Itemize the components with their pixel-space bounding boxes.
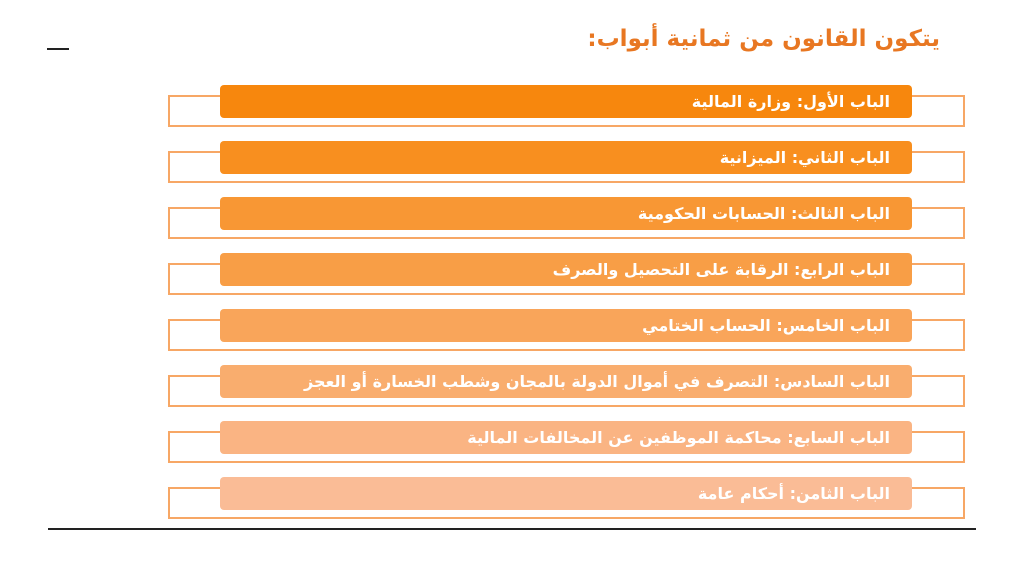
chapter-bar: الباب الأول: وزارة المالية [220, 85, 912, 118]
chapter-bar: الباب الرابع: الرقابة على التحصيل والصرف [220, 253, 912, 286]
chapter-bar: الباب الثالث: الحسابات الحكومية [220, 197, 912, 230]
chapter-bar: الباب الثامن: أحكام عامة [220, 477, 912, 510]
chapter-bar: الباب السادس: التصرف في أموال الدولة بالمجان وشطب الخسارة أو العجز [220, 365, 912, 398]
chapter-row [0, 253, 1024, 303]
chapter-row [0, 197, 1024, 247]
chapter-row [0, 365, 1024, 415]
chapter-row [0, 141, 1024, 191]
chapter-row [0, 477, 1024, 527]
chapter-row [0, 85, 1024, 135]
chapter-bar: الباب السابع: محاكمة الموظفين عن المخالفات المالية [220, 421, 912, 454]
chapter-bar: الباب الخامس: الحساب الختامي [220, 309, 912, 342]
chapter-row [0, 421, 1024, 471]
dash-mark [47, 48, 69, 50]
chapter-row [0, 309, 1024, 359]
chapter-bar: الباب الثاني: الميزانية [220, 141, 912, 174]
bottom-rule [48, 528, 976, 530]
page-title: يتكون القانون من ثمانية أبواب: [587, 26, 940, 52]
